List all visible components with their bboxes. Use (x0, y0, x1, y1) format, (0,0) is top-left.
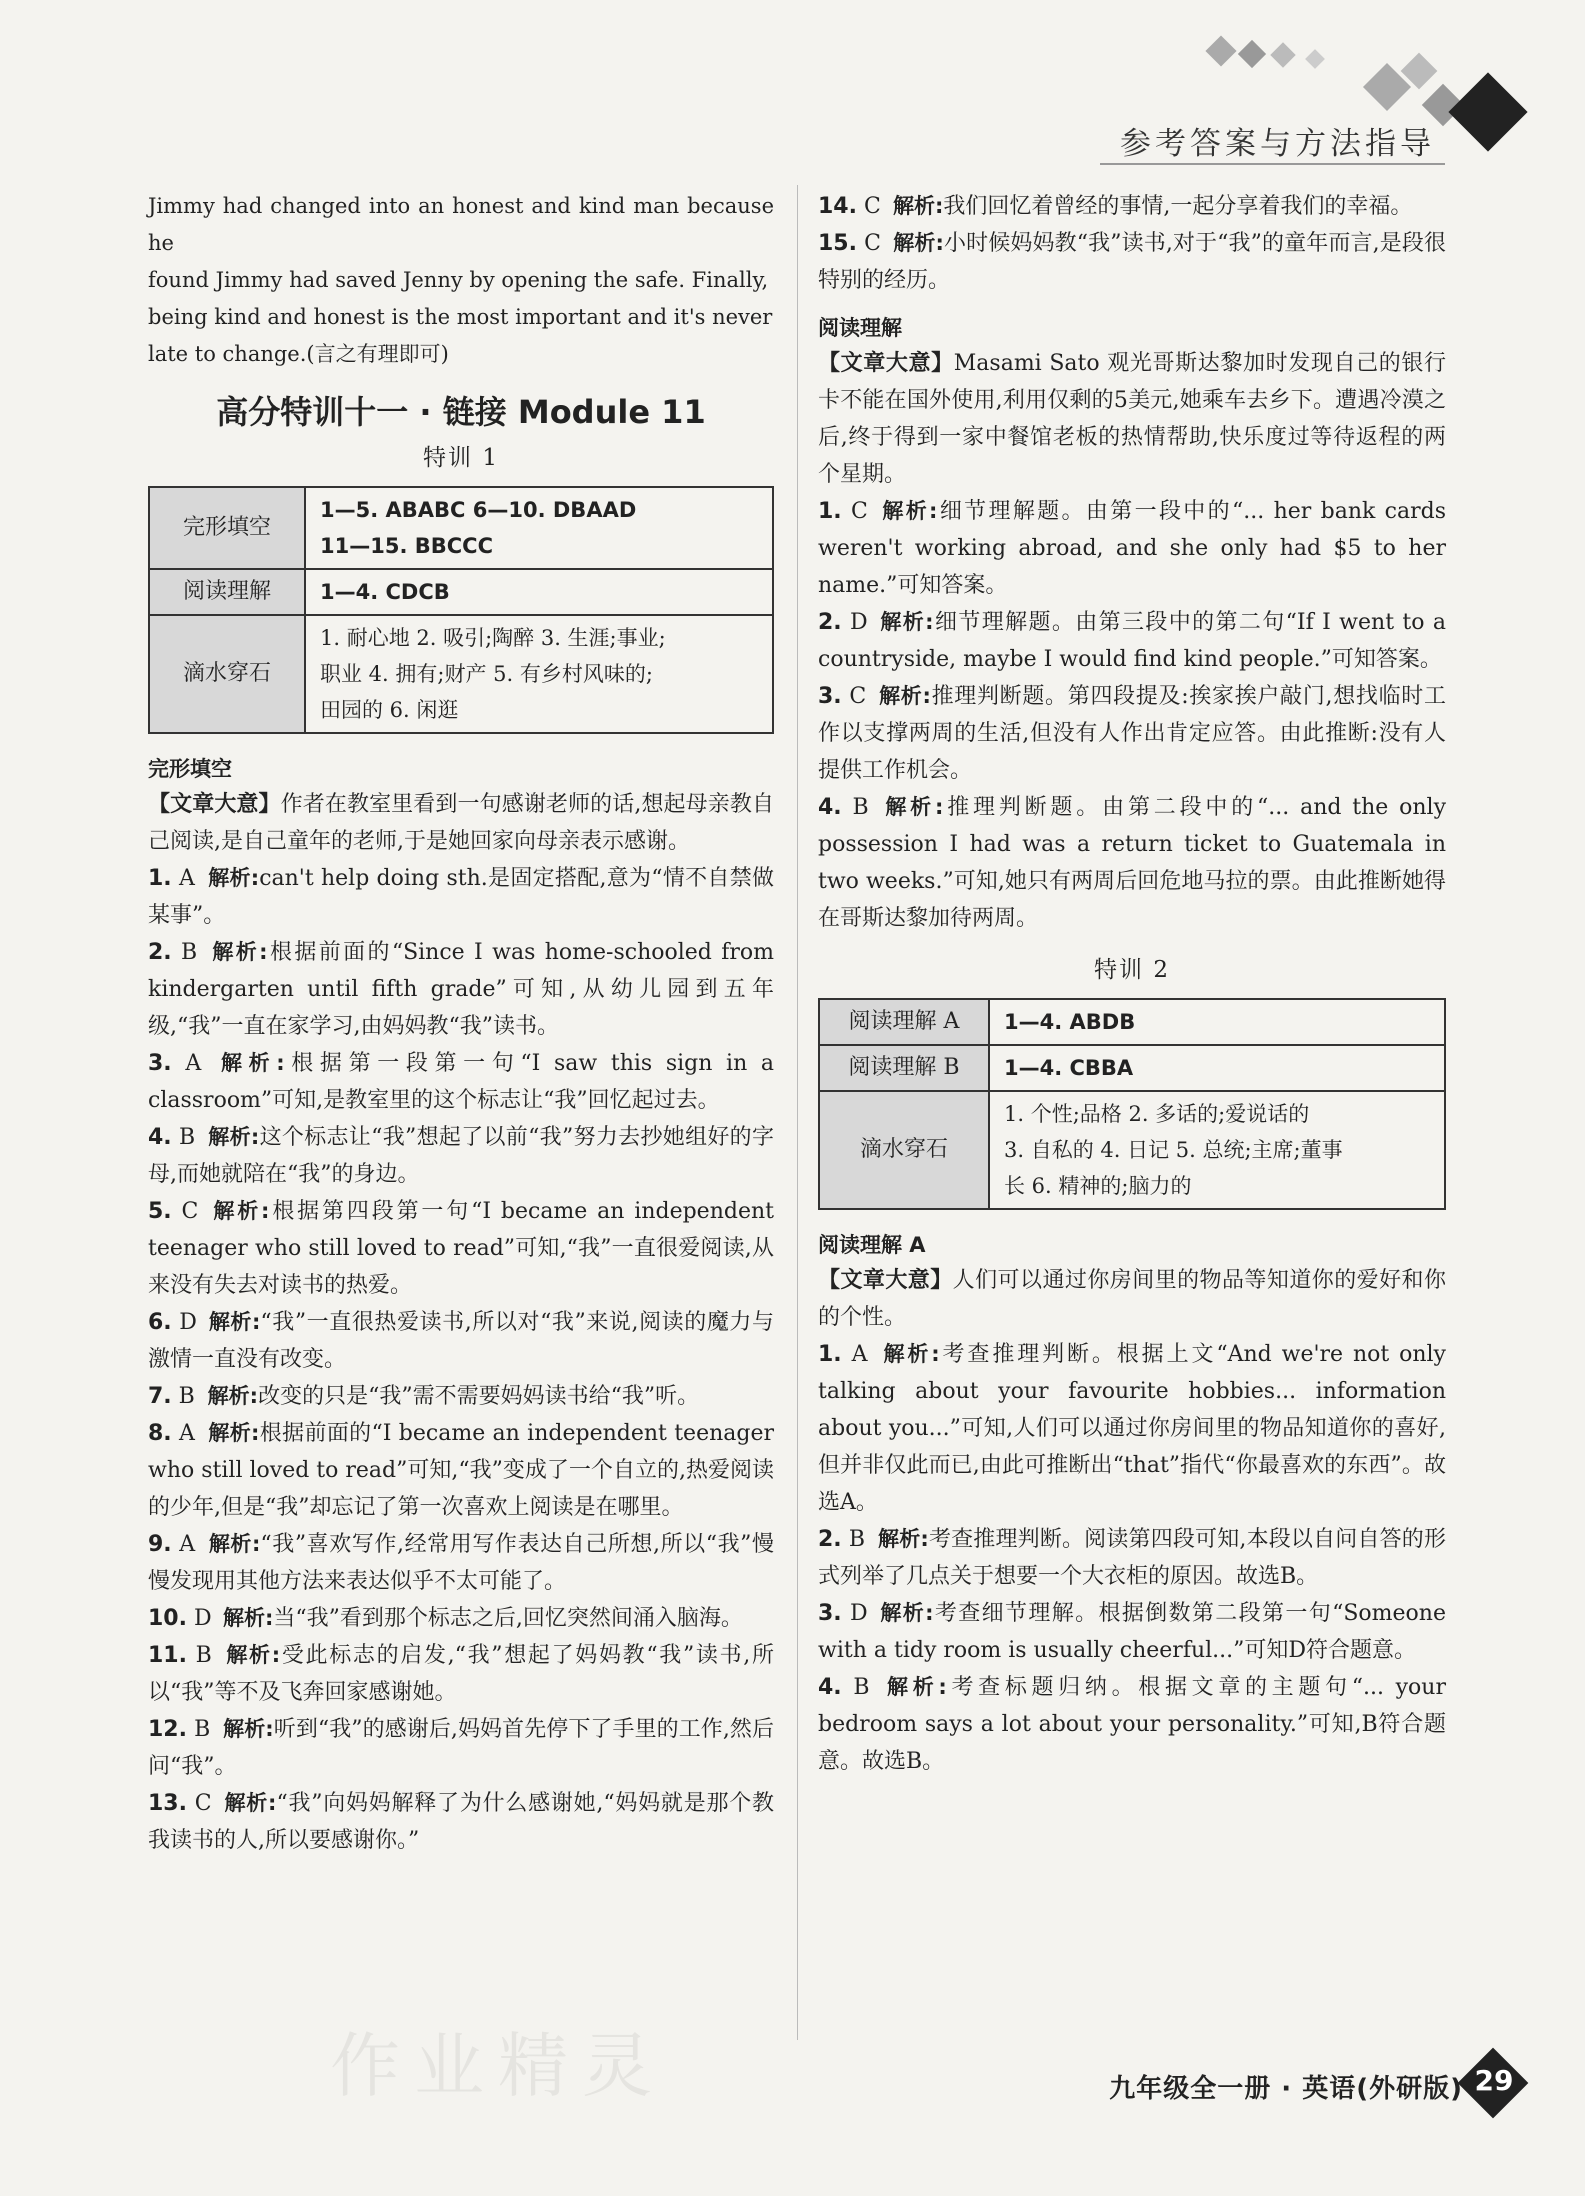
intro-line: Jimmy had changed into an honest and kind man because he (148, 194, 774, 255)
item-number: 9. (148, 1532, 172, 1557)
row-value (989, 1045, 1445, 1091)
training-1-answer-table (148, 486, 774, 734)
intro-line: being kind and honest is the most important and it's never (148, 305, 773, 329)
item-text: “我”向妈妈解释了为什么感谢她,“妈妈就是那个教我读书的人,所以要感谢你。” (148, 1791, 774, 1853)
list-item (818, 1669, 1446, 1780)
intro-line: late to change.(言之有理即可) (148, 342, 449, 366)
row-label: 阅读理解 (149, 569, 305, 615)
list-item (148, 934, 774, 1045)
item-answer: C (851, 499, 868, 524)
row-label: 完形填空 (149, 487, 305, 569)
item-text: 我们回忆着曾经的事情,一起分享着我们的幸福。 (943, 194, 1413, 219)
right-column (818, 188, 1446, 1780)
table-row (819, 1091, 1445, 1209)
item-label: 解析: (887, 1675, 947, 1699)
answer-line: 11—15. BBCCC (320, 534, 493, 558)
training-2-answer-table (818, 998, 1446, 1210)
item-text: 细节理解题。由第三段中的第二句“If I went to a countryside, maybe I would find kind people.”可知答案。 (818, 610, 1446, 672)
list-item (818, 493, 1446, 604)
table-row (149, 615, 773, 733)
item-number: 13. (148, 1791, 187, 1816)
item-label: 解析: (879, 684, 931, 708)
item-number: 3. (148, 1051, 172, 1076)
list-item (148, 1711, 774, 1785)
item-number: 15. (818, 231, 857, 256)
table-row (149, 569, 773, 615)
item-answer: B (194, 1717, 211, 1742)
item-label: 解析: (878, 1527, 929, 1551)
footer-book-title: 九年级全一册 · 英语(外研版) (1109, 2074, 1463, 2104)
item-text: 根据前面的“I became an independent teenager who still loved to read”可知,“我”变成了一个自立的,热爱阅读的少年,但是“我”却忘记了第一次喜欢上阅读是在哪里。 (148, 1421, 774, 1520)
training-2-title: 特训 2 (1094, 957, 1170, 983)
item-answer: C (849, 684, 867, 709)
gist-text: 人们可以通过你房间里的物品等知道你的爱好和你的个性。 (818, 1268, 1446, 1330)
item-number: 3. (818, 684, 842, 709)
list-item (818, 678, 1446, 789)
item-number: 4. (818, 1675, 842, 1700)
item-text: 考查推理判断。阅读第四段可知,本段以自问自答的形式列举了几点关于想要一个大衣柜的原因。故选B。 (818, 1527, 1446, 1589)
item-answer: B (853, 1675, 870, 1700)
gist-text: 作者在教室里看到一句感谢老师的话,想起母亲教自己阅读,是自己童年的老师,于是她回家向母亲表示感谢。 (148, 792, 774, 854)
item-text: 考查推理判断。根据上文“And we're not only talking about your favourite hobbies... information about you...”可知,人们可以通过你房间里的物品知道你的喜好,但并非仅此而已,由此可推断出“that”指代“你最喜欢的东西”。故选A。 (818, 1342, 1446, 1515)
item-answer: C (194, 1791, 212, 1816)
section-heading: 阅读理解 A (818, 1233, 926, 1257)
list-item (818, 1595, 1446, 1669)
gist-paragraph (818, 1262, 1446, 1336)
item-label: 解析: (208, 1310, 261, 1334)
item-label: 解析: (208, 1125, 260, 1149)
item-answer: C (863, 194, 881, 219)
item-label: 解析: (892, 194, 944, 218)
item-answer: B (195, 1643, 212, 1668)
table-row (149, 487, 773, 569)
item-number: 2. (148, 940, 172, 965)
item-label: 解析: (226, 1643, 281, 1667)
item-answer: A (851, 1342, 868, 1367)
item-number: 2. (818, 610, 842, 635)
item-text: “我”一直很热爱读书,所以对“我”来说,阅读的魔力与激情一直没有改变。 (148, 1310, 774, 1372)
item-answer: A (179, 1421, 195, 1446)
header-title: 参考答案与方法指导 (1120, 126, 1435, 162)
item-answer: B (181, 940, 198, 965)
list-item (148, 1304, 774, 1378)
gist-paragraph (818, 345, 1446, 493)
list-item (818, 789, 1446, 937)
row-value (305, 615, 773, 733)
item-label: 解析: (224, 1791, 277, 1815)
item-text: can't help doing sth.是固定搭配,意为“情不自禁做某事”。 (148, 866, 774, 928)
item-label: 解析: (208, 1532, 261, 1556)
item-number: 8. (148, 1421, 172, 1446)
left-column (148, 188, 774, 1859)
gist-label: 【文章大意】 (148, 791, 281, 817)
list-item (148, 1045, 774, 1119)
item-answer: A (179, 1532, 196, 1557)
list-item (148, 1193, 774, 1304)
item-text: 小时候妈妈教“我”读书,对于“我”的童年而言,是段很特别的经历。 (818, 231, 1446, 293)
module-title: 高分特训十一 · 链接 Module 11 (216, 393, 706, 431)
cloze-explanations (148, 860, 774, 1859)
item-label: 解析: (882, 499, 938, 523)
item-number: 11. (148, 1643, 187, 1668)
answer-line: 长 6. 精神的;脑力的 (1004, 1174, 1192, 1198)
item-label: 解析: (208, 866, 260, 890)
list-item (148, 1526, 774, 1600)
item-number: 14. (818, 194, 857, 219)
list-item (818, 188, 1446, 225)
item-answer: A (185, 1051, 202, 1076)
item-number: 1. (818, 1342, 842, 1367)
row-value (989, 999, 1445, 1045)
item-number: 5. (148, 1199, 172, 1224)
item-text: 推理判断题。第四段提及:挨家挨户敲门,想找临时工作以支撑两周的生活,但没有人作出肯定应答。由此推断:没有人提供工作机会。 (818, 684, 1446, 783)
item-text: 受此标志的启发,“我”想起了妈妈教“我”读书,所以“我”等不及飞奔回家感谢她。 (148, 1643, 774, 1705)
item-number: 1. (148, 866, 172, 891)
gist-paragraph (148, 786, 774, 860)
item-answer: D (850, 1601, 868, 1626)
item-number: 4. (818, 795, 842, 820)
item-label: 解析: (220, 1051, 285, 1075)
answer-line: 1—4. CBBA (1004, 1056, 1134, 1080)
item-label: 解析: (223, 1717, 274, 1741)
item-answer: C (181, 1199, 199, 1224)
gist-text: Masami Sato 观光哥斯达黎加时发现自己的银行卡不能在国外使用,利用仅剩的5美元,她乘车去乡下。遭遇冷漠之后,终于得到一家中餐馆老板的热情帮助,快乐度过等待返程的两个星期。 (818, 351, 1446, 487)
section-heading: 完形填空 (148, 757, 232, 781)
list-item (148, 1415, 774, 1526)
reading-a-explanations (818, 1336, 1446, 1780)
item-label: 解析: (880, 610, 934, 634)
list-item (148, 860, 774, 934)
item-text: 当“我”看到那个标志之后,回忆突然间涌入脑海。 (273, 1606, 743, 1631)
gist-label: 【文章大意】 (818, 1267, 953, 1293)
item-text: 根据第一段第一句“I saw this sign in a classroom”可知,是教室里的这个标志让“我”回忆起过去。 (148, 1051, 774, 1113)
item-number: 2. (818, 1527, 842, 1552)
item-number: 12. (148, 1717, 187, 1742)
item-text: 根据前面的“Since I was home-schooled from kindergarten until fifth grade”可知,从幼儿园到五年级,“我”一直在家学习,由妈妈教“我”读书。 (148, 940, 774, 1039)
column-divider (797, 185, 798, 2040)
item-number: 7. (148, 1384, 172, 1409)
list-item (818, 1521, 1446, 1595)
row-label: 阅读理解 B (819, 1045, 989, 1091)
item-answer: B (852, 795, 869, 820)
item-text: 根据第四段第一句“I became an independent teenager who still loved to read”可知,“我”一直很爱阅读,从来没有失去对读书的热爱。 (148, 1199, 774, 1298)
item-answer: B (178, 1125, 196, 1150)
row-label: 滴水穿石 (149, 615, 305, 733)
reading-explanations (818, 493, 1446, 937)
item-number: 10. (148, 1606, 187, 1631)
answer-line: 1—4. CDCB (320, 580, 450, 604)
item-text: 听到“我”的感谢后,妈妈首先停下了手里的工作,然后问“我”。 (148, 1717, 775, 1779)
item-answer: D (193, 1606, 212, 1631)
table-row (819, 1045, 1445, 1091)
page-number: 29 (1474, 2064, 1514, 2097)
item-answer: D (850, 610, 868, 635)
item-label: 解析: (893, 231, 944, 255)
row-value (305, 569, 773, 615)
item-answer: C (864, 231, 881, 256)
item-number: 4. (148, 1125, 172, 1150)
row-value (305, 487, 773, 569)
list-item (148, 1785, 774, 1859)
item-label: 解析: (207, 1384, 259, 1408)
item-answer: B (178, 1384, 195, 1409)
item-text: 细节理解题。由第一段中的“... her bank cards weren't working abroad, and she only had $5 to her name.”可知答案。 (818, 499, 1446, 598)
item-answer: A (178, 866, 195, 891)
item-number: 6. (148, 1310, 172, 1335)
item-answer: B (848, 1527, 866, 1552)
list-item (148, 1119, 774, 1193)
row-label: 阅读理解 A (819, 999, 989, 1045)
page-number-badge (1462, 2052, 1526, 2116)
item-label: 解析: (213, 1199, 270, 1223)
answer-line: 3. 自私的 4. 日记 5. 总统;主席;董事 (1004, 1138, 1343, 1162)
header-rule (1100, 163, 1445, 165)
list-item (818, 604, 1446, 678)
item-label: 解析: (883, 1342, 940, 1366)
item-answer: D (179, 1310, 197, 1335)
item-label: 解析: (212, 940, 268, 964)
answer-line: 1. 个性;品格 2. 多话的;爱说话的 (1004, 1102, 1310, 1126)
gist-label: 【文章大意】 (818, 350, 954, 376)
item-label: 解析: (222, 1606, 274, 1630)
row-value (989, 1091, 1445, 1209)
list-item (818, 225, 1446, 299)
section-heading: 阅读理解 (818, 316, 902, 340)
watermark: 作业精灵 (330, 2025, 666, 2107)
table-row (819, 999, 1445, 1045)
list-item (148, 1378, 774, 1415)
item-label: 解析: (208, 1421, 260, 1445)
intro-line: found Jimmy had saved Jenny by opening the safe. Finally, (148, 268, 769, 292)
list-item (148, 1600, 774, 1637)
list-item (818, 1336, 1446, 1521)
item-text: 这个标志让“我”想起了以前“我”努力去抄她组好的字母,而她就陪在“我”的身边。 (148, 1125, 774, 1187)
item-text: 考查标题归纳。根据文章的主题句“... your bedroom says a lot about your personality.”可知,B符合题意。故选B。 (818, 1675, 1446, 1774)
item-number: 3. (818, 1601, 842, 1626)
answer-line: 1—4. ABDB (1004, 1010, 1136, 1034)
item-text: 推理判断题。由第二段中的“... and the only possession I had was a return ticket to Guatemala in two weeks.”可知,她只有两周后回危地马拉的票。由此推断她得在哥斯达黎加待两周。 (818, 795, 1447, 931)
item-text: 考查细节理解。根据倒数第二段第一句“Someone with a tidy room is usually cheerful...”可知D符合题意。 (818, 1601, 1446, 1663)
answer-line: 职业 4. 拥有;财产 5. 有乡村风味的; (320, 662, 653, 686)
item-text: 改变的只是“我”需不需要妈妈读书给“我”听。 (258, 1384, 700, 1409)
item-label: 解析: (885, 795, 944, 819)
list-item (148, 1637, 774, 1711)
answer-line: 1. 耐心地 2. 吸引;陶醉 3. 生涯;事业; (320, 626, 666, 650)
training-1-title: 特训 1 (423, 445, 499, 471)
answer-line: 1—5. ABABC 6—10. DBAAD (320, 498, 637, 522)
answer-line: 田园的 6. 闲逛 (320, 698, 459, 722)
item-text: “我”喜欢写作,经常用写作表达自己所想,所以“我”慢慢发现用其他方法来表达似乎不太可能了。 (148, 1532, 774, 1594)
item-number: 1. (818, 499, 842, 524)
item-label: 解析: (880, 1601, 934, 1625)
row-label: 滴水穿石 (819, 1091, 989, 1209)
